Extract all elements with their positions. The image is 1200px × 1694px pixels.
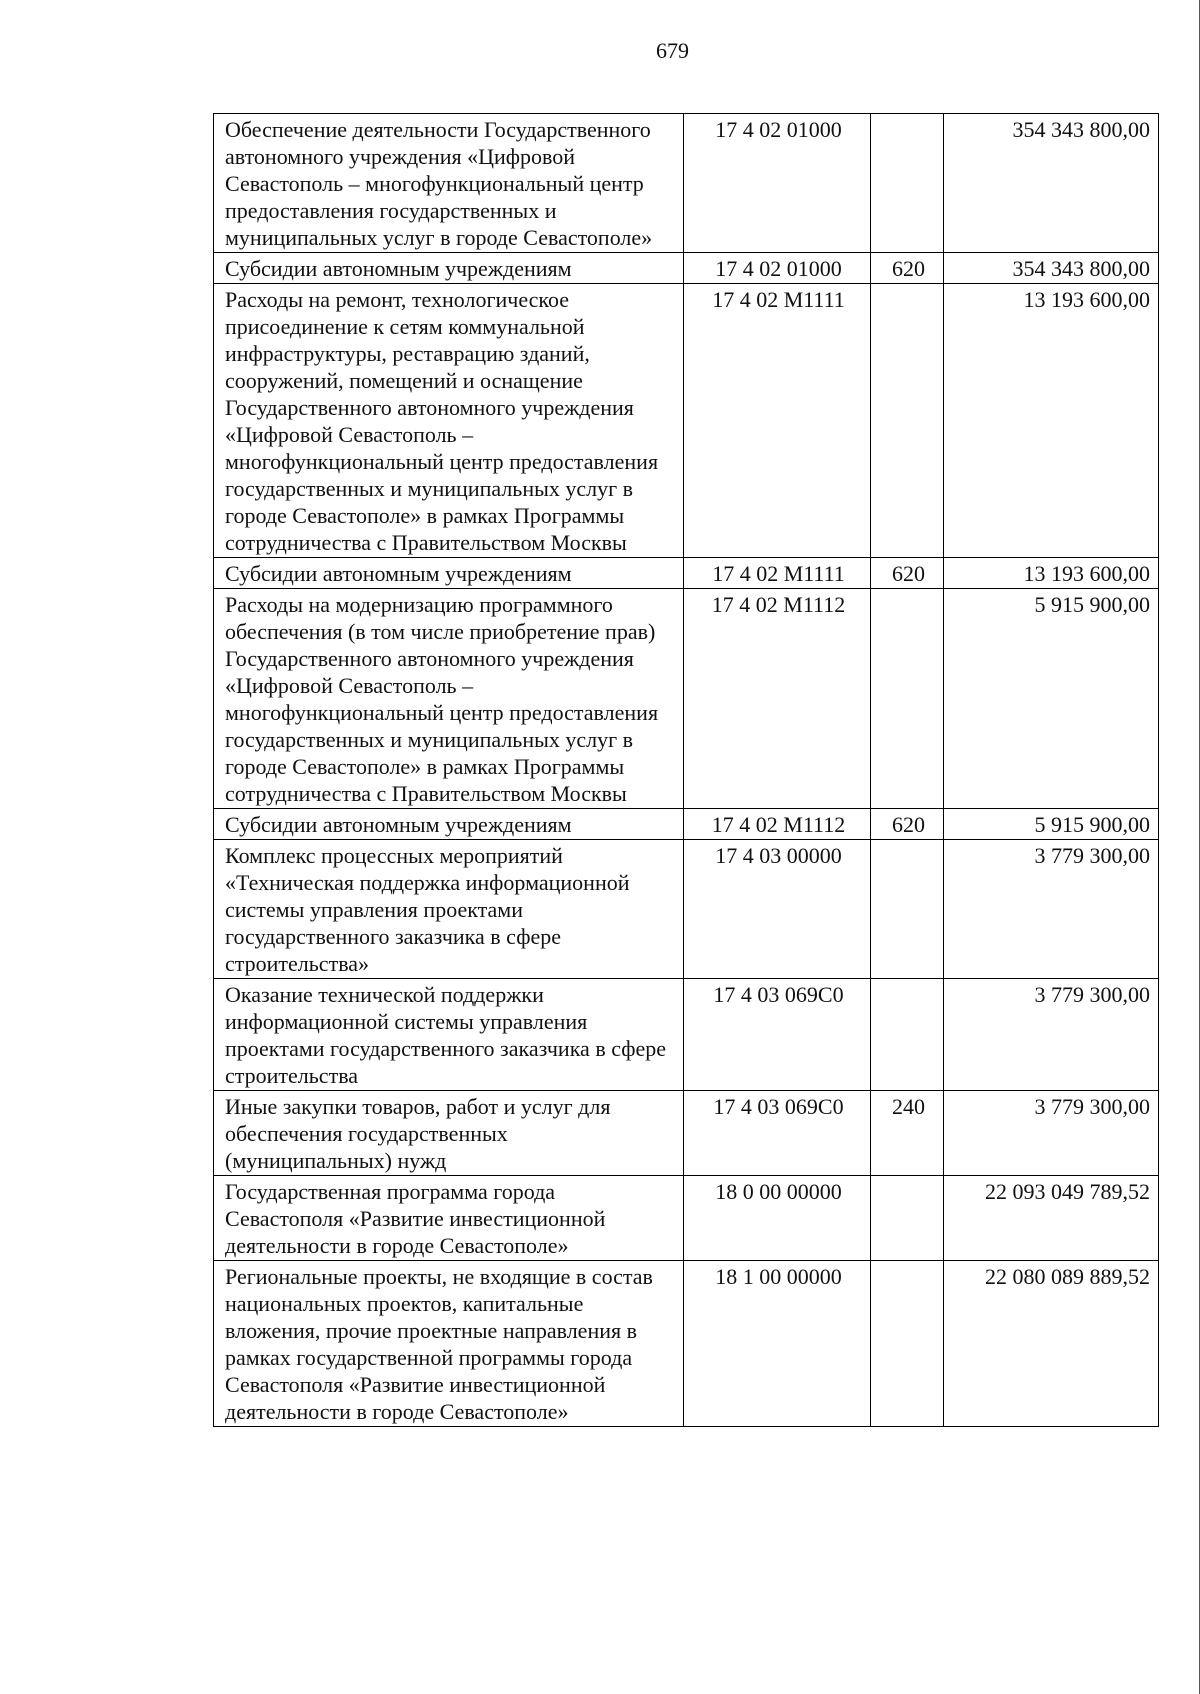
row-expense-type	[871, 840, 944, 979]
row-sum: 13 193 600,00	[944, 558, 1159, 589]
row-code: 17 4 02 01000	[684, 253, 871, 284]
row-sum: 5 915 900,00	[944, 589, 1159, 809]
row-expense-type	[871, 1261, 944, 1427]
table-row	[214, 1176, 1159, 1261]
row-code: 17 4 02 М1112	[684, 589, 871, 809]
row-sum: 22 093 049 789,52	[944, 1176, 1159, 1261]
row-code: 17 4 02 01000	[684, 114, 871, 253]
table-row	[214, 589, 1159, 809]
row-sum: 13 193 600,00	[944, 284, 1159, 558]
row-expense-type	[871, 1176, 944, 1261]
budget-table-body	[214, 114, 1159, 1427]
row-sum: 3 779 300,00	[944, 840, 1159, 979]
row-name: Субсидии автономным учреждениям	[214, 253, 684, 284]
row-expense-type: 620	[871, 809, 944, 840]
table-row	[214, 809, 1159, 840]
row-name: Расходы на ремонт, технологическое присоединение к сетям коммунальной инфраструктуры, реставрацию зданий, сооружений, помещений и оснащение Государственного автономного учреждения «Цифровой Севастополь – многофункциональный центр предоставления государственных и муниципальных услуг в городе Севастополе» в рамках Программы сотрудничества с Правительством Москвы	[214, 284, 684, 558]
row-sum: 3 779 300,00	[944, 1091, 1159, 1176]
row-expense-type: 620	[871, 558, 944, 589]
row-sum: 354 343 800,00	[944, 114, 1159, 253]
row-name: Иные закупки товаров, работ и услуг для обеспечения государственных (муниципальных) нужд	[214, 1091, 684, 1176]
row-sum: 3 779 300,00	[944, 979, 1159, 1091]
row-name: Региональные проекты, не входящие в состав национальных проектов, капитальные вложения, прочие проектные направления в рамках государственной программы города Севастополя «Развитие инвестиционной деятельности в городе Севастополе»	[214, 1261, 684, 1427]
row-expense-type: 620	[871, 253, 944, 284]
table-row	[214, 114, 1159, 253]
row-name: Расходы на модернизацию программного обеспечения (в том числе приобретение прав) Государственного автономного учреждения «Цифровой Севастополь – многофункциональный центр предоставления государственных и муниципальных услуг в городе Севастополе» в рамках Программы сотрудничества с Правительством Москвы	[214, 589, 684, 809]
row-sum: 354 343 800,00	[944, 253, 1159, 284]
table-row	[214, 1261, 1159, 1427]
budget-table	[213, 113, 1159, 1427]
row-code: 17 4 02 М1111	[684, 558, 871, 589]
row-code: 17 4 03 00000	[684, 840, 871, 979]
table-row	[214, 558, 1159, 589]
row-name: Комплекс процессных мероприятий «Техническая поддержка информационной системы управления проектами государственного заказчика в сфере строительства»	[214, 840, 684, 979]
row-sum: 5 915 900,00	[944, 809, 1159, 840]
row-name: Оказание технической поддержки информационной системы управления проектами государственного заказчика в сфере строительства	[214, 979, 684, 1091]
row-expense-type	[871, 979, 944, 1091]
row-expense-type	[871, 284, 944, 558]
table-row	[214, 253, 1159, 284]
row-expense-type	[871, 589, 944, 809]
row-code: 17 4 02 М1112	[684, 809, 871, 840]
table-row	[214, 284, 1159, 558]
row-code: 18 0 00 00000	[684, 1176, 871, 1261]
row-sum: 22 080 089 889,52	[944, 1261, 1159, 1427]
page-number: 679	[656, 38, 689, 63]
row-code: 17 4 02 М1111	[684, 284, 871, 558]
row-name: Субсидии автономным учреждениям	[214, 809, 684, 840]
row-name: Субсидии автономным учреждениям	[214, 558, 684, 589]
row-expense-type	[871, 114, 944, 253]
row-code: 17 4 03 069С0	[684, 979, 871, 1091]
row-code: 18 1 00 00000	[684, 1261, 871, 1427]
row-name: Обеспечение деятельности Государственного автономного учреждения «Цифровой Севастополь – многофункциональный центр предоставления государственных и муниципальных услуг в городе Севастополе»	[214, 114, 684, 253]
row-name: Государственная программа города Севастополя «Развитие инвестиционной деятельности в городе Севастополе»	[214, 1176, 684, 1261]
row-code: 17 4 03 069С0	[684, 1091, 871, 1176]
table-row	[214, 840, 1159, 979]
table-row	[214, 1091, 1159, 1176]
table-row	[214, 979, 1159, 1091]
row-expense-type: 240	[871, 1091, 944, 1176]
